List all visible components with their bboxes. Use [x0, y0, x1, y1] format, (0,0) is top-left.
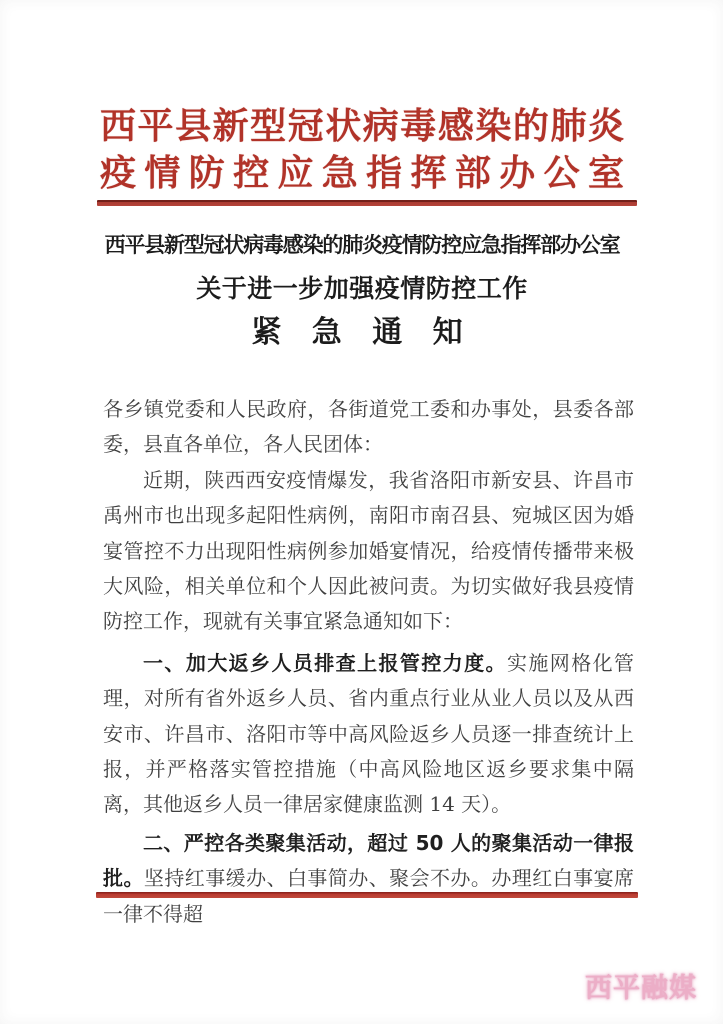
- paragraph-2-lead: 一、加大返乡人员排查上报管控力度。: [143, 650, 507, 675]
- paragraph-3: [103, 826, 634, 932]
- paragraph-1: 近期，陕西西安疫情爆发，我省洛阳市新安县、许昌市禹州市也出现多起阳性病例，南阳市南召县、宛城区因为婚宴管控不力出现阳性病例参加婚宴情况，给疫情传播带来极大风险，相关单位和个人因此被问责。为切实做好我县疫情防控工作，现就有关事宜紧急通知如下：: [103, 467, 634, 634]
- paragraph-2: [103, 646, 634, 823]
- paragraph-3-lead: 二、严控各类聚集活动，超过 50 人的聚集活动一律报批。: [103, 830, 634, 891]
- letterhead-line-2: 疫情防控应急指挥部办公室: [100, 152, 624, 194]
- letterhead: [100, 103, 624, 197]
- letterhead-divider-rule: [97, 200, 637, 206]
- watermark: 西平融媒: [585, 973, 697, 1004]
- paragraph-2-text: 实施网格化管理，对所有省外返乡人员、省内重点行业从业人员以及从西安市、许昌市、洛阳市等中高风险返乡人员逐一排查统计上报，并严格落实管控措施（中高风险地区返乡要求集中隔离，其他返乡人员一律居家健康监测 14 天）。: [103, 650, 635, 817]
- paragraph-3-text: 坚持红事缓办、白事简办、聚会不办。办理红白事宴席一律不得超: [103, 866, 635, 926]
- document-title-notice-type: 紧 急 通 知: [251, 315, 473, 350]
- document-body: [103, 392, 634, 932]
- document-title: [96, 230, 628, 352]
- bottom-rule: [96, 892, 638, 898]
- document-title-issuer: 西平县新型冠状病毒感染的肺炎疫情防控应急指挥部办公室: [104, 232, 620, 257]
- document-title-subject: 关于进一步加强疫情防控工作: [196, 274, 528, 303]
- salutation: 各乡镇党委和人民政府，各街道党工委和办事处，县委各部委，县直各单位，各人民团体：: [103, 397, 634, 457]
- letterhead-line-1: 西平县新型冠状病毒感染的肺炎: [100, 105, 624, 147]
